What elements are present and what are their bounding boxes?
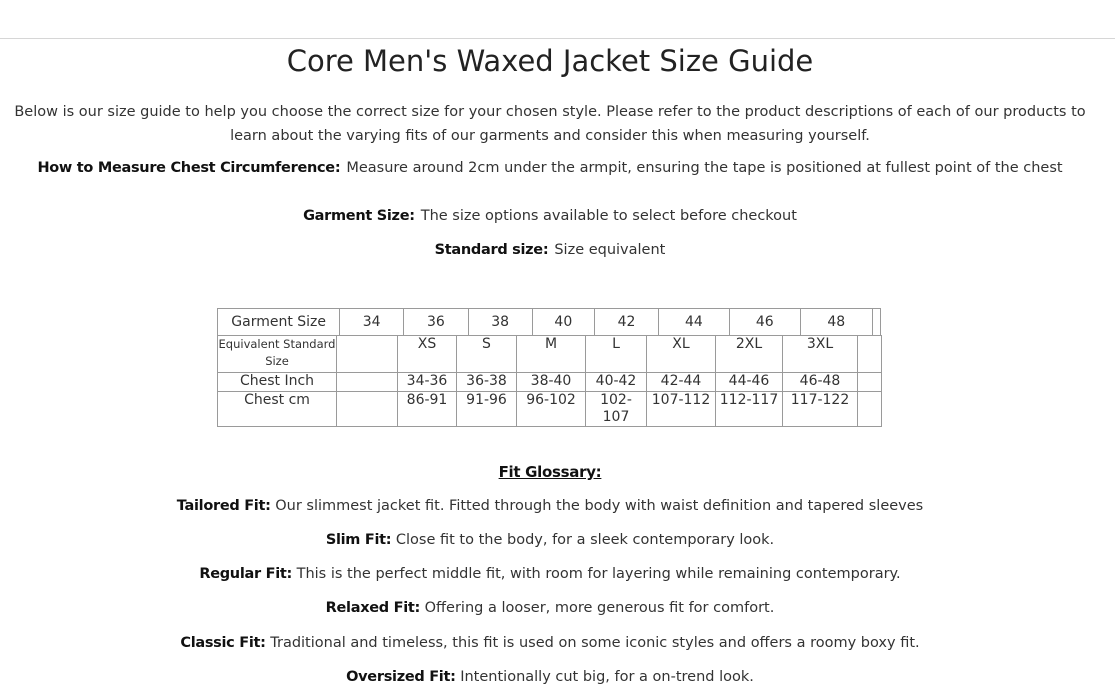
table-cell: 40-42 xyxy=(586,373,647,392)
table-cell: 86-91 xyxy=(398,392,457,427)
table-cell: 46-48 xyxy=(783,373,858,392)
row-label: Chest Inch xyxy=(218,373,337,392)
glossary-item xyxy=(0,669,1100,685)
glossary-item-label: Slim Fit: xyxy=(325,532,392,548)
table-cell: 38 xyxy=(468,309,532,336)
table-cell: 36 xyxy=(404,309,469,336)
table-cell: 34 xyxy=(340,309,404,336)
glossary-title: Fit Glossary: xyxy=(498,463,602,481)
table-cell: 117-122 xyxy=(783,392,858,427)
glossary-item-label: Relaxed Fit: xyxy=(325,600,421,616)
table-cell: 40 xyxy=(532,309,595,336)
intro-paragraph: Below is our size guide to help you choose the correct size for your chosen style. Please refer to the product descriptions of each of our products to learn about the varying fits of our garments and consider this when measuring yourself. xyxy=(14,104,1086,144)
table-cell xyxy=(337,336,398,373)
glossary-item-label: Oversized Fit: xyxy=(346,669,456,685)
table-cell: S xyxy=(457,336,517,373)
standard-size-label: Standard size: xyxy=(434,242,549,258)
table-cell: 112-117 xyxy=(716,392,783,427)
table-cell: XL xyxy=(647,336,716,373)
table-cell: 42 xyxy=(595,309,659,336)
glossary-item xyxy=(0,600,1100,616)
table-cell: M xyxy=(517,336,586,373)
garment-size-label: Garment Size: xyxy=(303,208,415,224)
table-cell: 2XL xyxy=(716,336,783,373)
glossary-item-label: Classic Fit: xyxy=(180,635,266,651)
measure-instruction xyxy=(0,160,1100,176)
table-cell: 44-46 xyxy=(716,373,783,392)
glossary-item-text: Close fit to the body, for a sleek contemporary look. xyxy=(395,532,775,548)
table-cell: 102-107 xyxy=(586,392,647,427)
garment-size-definition xyxy=(0,208,1100,224)
table-cell xyxy=(337,392,398,427)
row-label: Garment Size xyxy=(218,309,340,336)
top-divider xyxy=(0,38,1115,39)
glossary-item-text: Offering a looser, more generous fit for comfort. xyxy=(424,600,775,616)
chest-cm-row xyxy=(218,392,882,427)
table-cell: 107-112 xyxy=(647,392,716,427)
measure-text: Measure around 2cm under the armpit, ensuring the tape is positioned at fullest point of the chest xyxy=(346,160,1063,176)
glossary-item-text: Intentionally cut big, for a on-trend look. xyxy=(460,669,754,685)
table-cell: XS xyxy=(398,336,457,373)
table-cell: 36-38 xyxy=(457,373,517,392)
table-cell: 38-40 xyxy=(517,373,586,392)
row-label: Chest cm xyxy=(218,392,337,427)
garment-size-text: The size options available to select before checkout xyxy=(420,208,797,224)
table-cell xyxy=(858,373,882,392)
glossary-item xyxy=(0,498,1100,514)
table-cell: 96-102 xyxy=(517,392,586,427)
garment-size-row xyxy=(218,309,881,336)
glossary-item-text: This is the perfect middle fit, with room for layering while remaining contemporary. xyxy=(296,566,901,582)
table-cell xyxy=(872,309,880,336)
row-label: Equivalent Standard Size xyxy=(218,336,337,373)
table-cell: 44 xyxy=(658,309,729,336)
chest-inch-row xyxy=(218,373,882,392)
standard-size-definition xyxy=(0,242,1100,258)
size-table-body xyxy=(217,335,882,427)
table-cell: 42-44 xyxy=(647,373,716,392)
table-cell: 46 xyxy=(729,309,800,336)
glossary-item-label: Tailored Fit: xyxy=(176,498,271,514)
measure-label: How to Measure Chest Circumference: xyxy=(37,160,341,176)
standard-size-row xyxy=(218,336,882,373)
table-cell xyxy=(858,392,882,427)
glossary-item xyxy=(0,532,1100,548)
table-cell: L xyxy=(586,336,647,373)
table-cell: 34-36 xyxy=(398,373,457,392)
glossary-item xyxy=(0,566,1100,582)
table-cell: 91-96 xyxy=(457,392,517,427)
glossary-item-text: Traditional and timeless, this fit is used on some iconic styles and offers a roomy boxy fit. xyxy=(270,635,920,651)
glossary-item xyxy=(0,635,1100,651)
size-table xyxy=(217,308,881,336)
glossary-item-text: Our slimmest jacket fit. Fitted through the body with waist definition and tapered sleeves xyxy=(275,498,924,514)
table-cell xyxy=(337,373,398,392)
glossary-item-label: Regular Fit: xyxy=(199,566,292,582)
table-cell: 48 xyxy=(800,309,872,336)
table-cell xyxy=(858,336,882,373)
table-cell: 3XL xyxy=(783,336,858,373)
page-title: Core Men's Waxed Jacket Size Guide xyxy=(286,44,814,78)
standard-size-text: Size equivalent xyxy=(554,242,666,258)
